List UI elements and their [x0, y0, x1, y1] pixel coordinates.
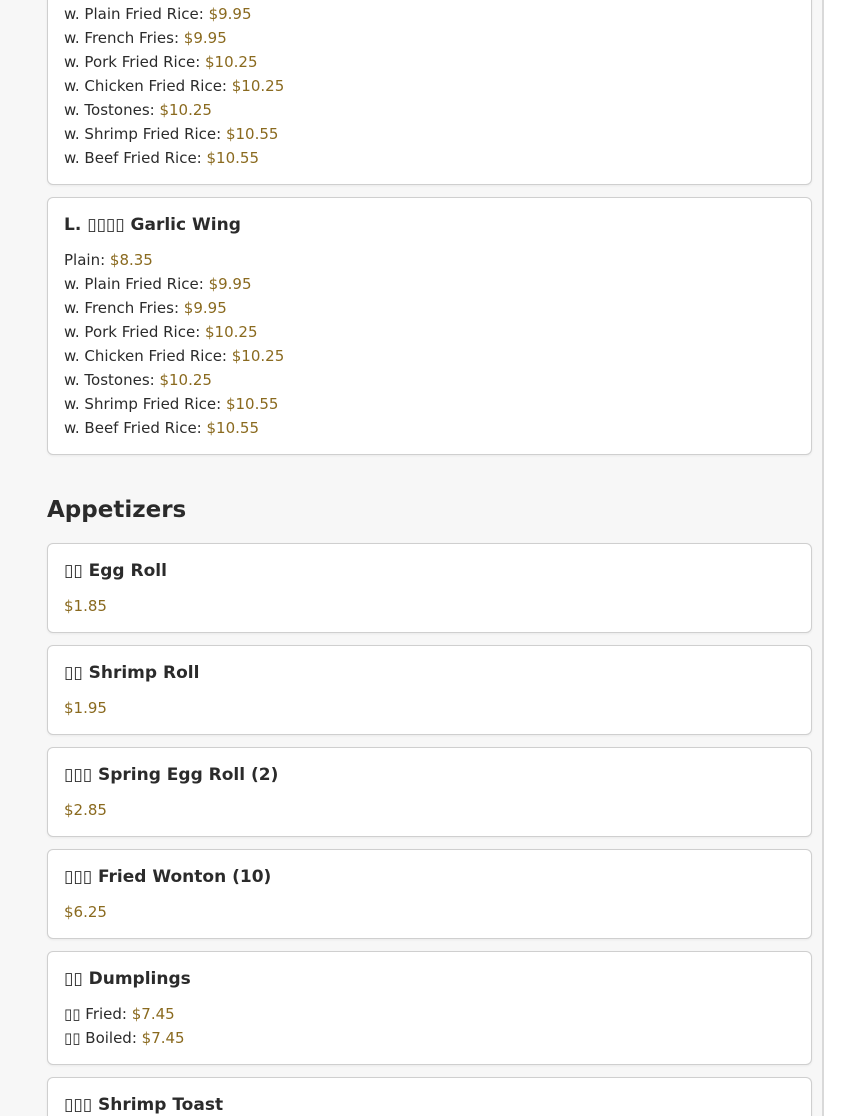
menu-item-card: [47, 0, 812, 185]
price-value: $10.25: [231, 77, 285, 95]
price-value: $10.55: [225, 395, 279, 413]
price-value: $7.45: [131, 1005, 175, 1023]
price-value: $10.25: [205, 53, 258, 71]
menu-item-title: ▯▯ Egg Roll: [64, 561, 167, 581]
price-value: $10.55: [225, 125, 279, 143]
price-value: $8.35: [109, 251, 153, 269]
price-label: w. Tostones:: [64, 371, 160, 389]
price-line: [64, 696, 795, 720]
menu-item-title: L. ▯▯▯▯ Garlic Wing: [64, 215, 241, 235]
price-value: $7.45: [141, 1029, 185, 1047]
menu-item-card: [47, 747, 812, 837]
price-value: $10.55: [206, 149, 259, 167]
price-list: [64, 248, 795, 440]
price-line: [64, 50, 795, 74]
price-label: w. Shrimp Fried Rice:: [64, 125, 226, 143]
menu-item-card: [47, 645, 812, 735]
menu-item-card-garlic-wing: [47, 197, 812, 455]
price-line: [64, 74, 795, 98]
price-line: [64, 296, 795, 320]
price-value: $10.25: [231, 347, 285, 365]
price-value: $10.25: [159, 101, 212, 119]
menu-item-title: ▯▯▯ Spring Egg Roll (2): [64, 765, 279, 785]
price-list: [64, 1002, 795, 1050]
price-value: $9.95: [208, 5, 252, 23]
price-value: $9.95: [183, 29, 227, 47]
price-line: [64, 122, 795, 146]
price-line: [64, 900, 795, 924]
price-line: [64, 798, 795, 822]
menu-item-card: [47, 849, 812, 939]
price-value: $9.95: [208, 275, 252, 293]
price-list: [64, 2, 795, 170]
price-line: [64, 272, 795, 296]
price-line: [64, 392, 795, 416]
price-label: w. Tostones:: [64, 101, 160, 119]
menu-item-title: ▯▯ Dumplings: [64, 969, 191, 989]
price-label: ▯▯ Fried:: [64, 1005, 132, 1023]
price-line: [64, 594, 795, 618]
price-value: $10.25: [205, 323, 258, 341]
price-value: $10.55: [206, 419, 259, 437]
price-label: w. Plain Fried Rice:: [64, 5, 209, 23]
price-list: [64, 696, 795, 720]
price-label: w. Chicken Fried Rice:: [64, 77, 232, 95]
menu-content: [47, 0, 812, 1116]
price-label: w. Chicken Fried Rice:: [64, 347, 232, 365]
appetizer-list: [47, 543, 812, 1065]
price-line: [64, 2, 795, 26]
price-label: ▯▯ Boiled:: [64, 1029, 142, 1047]
price-label: w. French Fries:: [64, 299, 184, 317]
price-line: [64, 320, 795, 344]
price-line: [64, 146, 795, 170]
price-label: w. French Fries:: [64, 29, 184, 47]
price-line: [64, 26, 795, 50]
price-line: [64, 344, 795, 368]
menu-item-card: [47, 951, 812, 1065]
price-label: Plain:: [64, 251, 110, 269]
price-line: [64, 368, 795, 392]
price-line: [64, 248, 795, 272]
menu-item-card: [47, 543, 812, 633]
price-label: w. Beef Fried Rice:: [64, 419, 207, 437]
price-line: [64, 1026, 795, 1050]
price-label: w. Plain Fried Rice:: [64, 275, 209, 293]
price-value: $2.85: [64, 801, 107, 819]
price-list: [64, 798, 795, 822]
price-line: [64, 416, 795, 440]
price-label: w. Shrimp Fried Rice:: [64, 395, 226, 413]
section-heading-appetizers: Appetizers: [47, 497, 187, 523]
menu-item-title: ▯▯ Shrimp Roll: [64, 663, 200, 683]
price-line: [64, 1002, 795, 1026]
price-line: [64, 98, 795, 122]
price-value: $10.25: [159, 371, 212, 389]
menu-item-card-shrimp-toast: [47, 1077, 812, 1116]
price-value: $1.85: [64, 597, 107, 615]
menu-item-title: ▯▯▯ Shrimp Toast: [64, 1095, 224, 1115]
price-list: [64, 594, 795, 618]
price-value: $1.95: [64, 699, 107, 717]
price-value: $6.25: [64, 903, 107, 921]
price-value: $9.95: [183, 299, 227, 317]
price-list: [64, 900, 795, 924]
price-label: w. Pork Fried Rice:: [64, 53, 206, 71]
scrollbar-track[interactable]: [824, 0, 844, 1116]
price-label: w. Pork Fried Rice:: [64, 323, 206, 341]
price-label: w. Beef Fried Rice:: [64, 149, 207, 167]
menu-item-title: ▯▯▯ Fried Wonton (10): [64, 867, 272, 887]
